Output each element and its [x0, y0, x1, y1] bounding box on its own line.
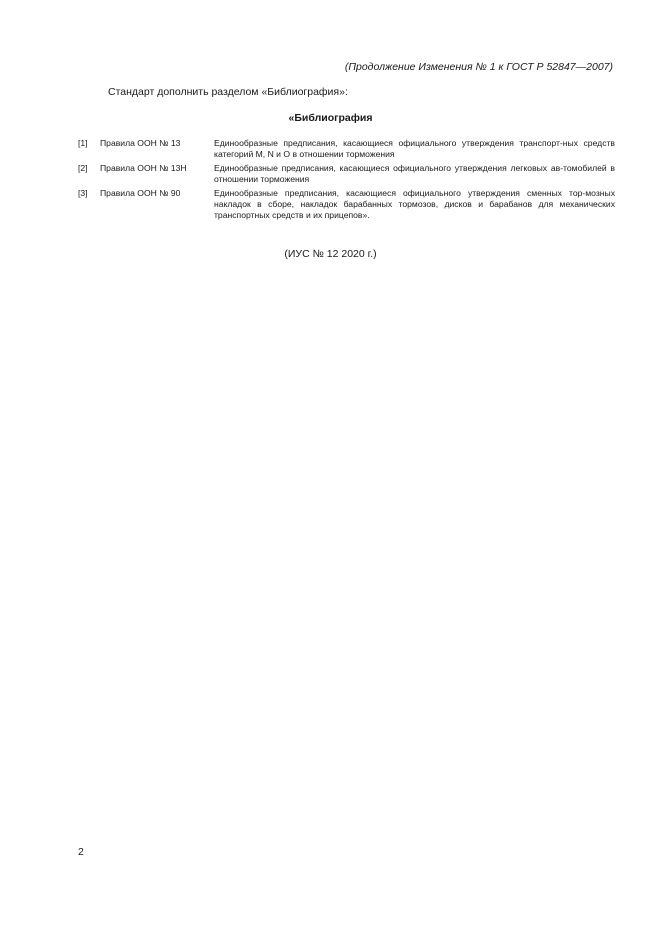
entry-description: Единообразные предписания, касающиеся официального утверждения транспорт-ных средств категорий M, N и O в отношении торможения: [214, 138, 615, 159]
bibliography-entry: [78, 188, 615, 221]
entry-description: Единообразные предписания, касающиеся официального утверждения легковых ав-томобилей в отношении торможения: [214, 163, 615, 184]
entry-number: [2]: [78, 163, 88, 173]
section-title: «Библиография: [288, 112, 373, 124]
entry-number: [1]: [78, 138, 88, 148]
bibliography-entry: [78, 138, 615, 160]
entry-source: Правила ООН № 13Н: [100, 163, 187, 173]
entry-number: [3]: [78, 188, 88, 198]
ius-reference: (ИУС № 12 2020 г.): [284, 248, 377, 260]
bibliography-list: [78, 138, 615, 224]
page-number: 2: [78, 846, 84, 858]
entry-description: Единообразные предписания, касающиеся официального утверждения сменных тор-мозных накладок в сборе, накладок барабанных тормозов, дисков и барабанов для механических транспортных средств и их прицепов».: [214, 188, 615, 220]
bibliography-entry: [78, 163, 615, 185]
continuation-header: (Продолжение Изменения № 1 к ГОСТ Р 52847—2007): [344, 61, 613, 73]
entry-source: Правила ООН № 90: [100, 188, 181, 198]
intro-paragraph: Стандарт дополнить разделом «Библиография»:: [108, 86, 348, 98]
entry-source: Правила ООН № 13: [100, 138, 181, 148]
